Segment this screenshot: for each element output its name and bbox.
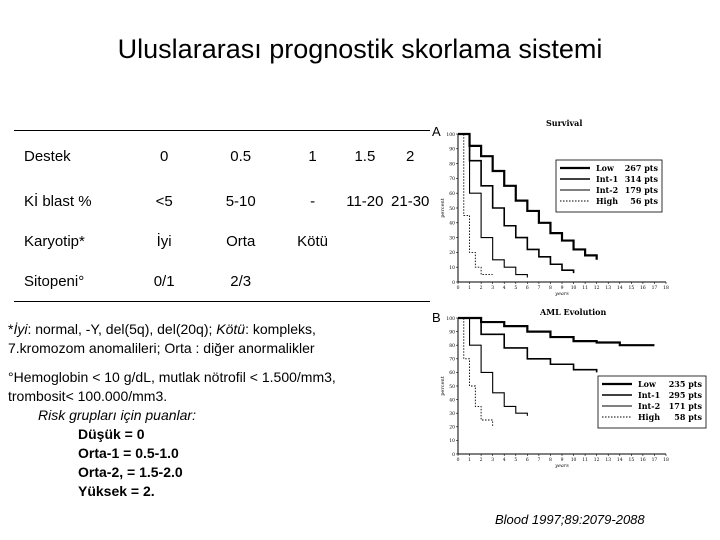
x-tick-label: 3 [491,286,495,291]
legend-count: 235 pts [668,379,702,389]
x-tick-label: 5 [514,286,518,291]
table-header-cell: 2 [390,131,430,182]
y-tick-label: 100 [446,316,455,322]
table-cell: 11-20 [346,192,384,210]
survival-chart [428,116,710,306]
y-tick-label: 40 [449,398,455,404]
x-tick-label: 10 [570,286,577,291]
table-cell: Kötü [297,232,329,250]
table-header-cell: Destek [14,131,133,182]
risk-group-int2: Orta-2, = 1.5-2.0 [78,464,183,480]
table-cell: Kİ blast % [24,192,92,210]
table-cell: <5 [155,192,173,210]
series-line-int-2 [458,318,527,416]
y-tick-label: 10 [449,266,455,271]
x-axis-label: years [555,291,569,297]
y-tick-label: 20 [449,425,455,431]
y-tick-label: 80 [449,344,455,349]
note-cytopenia: °Hemoglobin < 10 g/dL, mutlak nötrofil < 1.500/mm3, [8,369,336,385]
x-tick-label: 1 [468,458,471,463]
risk-group-int1: Orta-1 = 0.5-1.0 [78,445,179,461]
x-tick-label: 0 [456,458,460,463]
legend-count: 58 pts [674,412,702,422]
y-tick-label: 90 [449,330,455,336]
table-cell [390,221,430,261]
x-tick-label: 14 [616,286,623,291]
x-tick-label: 9 [560,286,564,291]
figure-a-letter: A [432,124,441,139]
table-cell [286,261,339,302]
table-cell [339,261,390,302]
note-karyotype [8,320,428,339]
page-title: Uluslararası prognostik skorlama sistemi [117,34,603,64]
y-tick-label: 60 [449,371,455,377]
table-cell: 5-10 [225,192,256,210]
table-row [14,221,430,261]
y-tick-label: 0 [452,452,455,458]
y-tick-label: 80 [449,162,455,168]
table-cell: - [310,192,316,210]
x-tick-label: 12 [593,458,600,463]
y-tick-label: 0 [452,280,455,286]
x-axis-label: years [555,463,569,469]
x-tick-label: 11 [582,286,588,291]
risk-title: Risk grupları için puanlar: [38,407,196,423]
legend-name: High [638,412,661,422]
x-tick-label: 15 [628,458,635,463]
note-bad-label: Kötü [216,321,246,337]
x-tick-label: 18 [663,458,669,463]
x-tick-label: 17 [651,458,658,463]
y-axis-label: percent [440,376,446,396]
table-header-cell: 1 [286,131,339,182]
note-good-text: : normal, -Y, del(5q), del(20q); [27,321,217,337]
risk-group-high: Yüksek = 2. [78,483,155,499]
table-cell [339,221,390,261]
y-axis-label: percent [440,198,446,218]
x-tick-label: 2 [479,286,483,291]
legend-count: 179 pts [624,185,658,195]
x-tick-label: 10 [570,458,577,463]
x-tick-label: 14 [616,458,623,463]
figure-b-letter: B [432,310,441,325]
x-tick-label: 6 [525,458,529,463]
legend-count: 56 pts [630,196,658,206]
table-cell [390,261,430,302]
x-tick-label: 17 [651,286,658,291]
x-tick-label: 13 [605,286,612,291]
reference-citation: Blood 1997;89:2079-2088 [495,512,645,527]
legend-count: 295 pts [668,390,702,400]
y-tick-label: 70 [449,357,455,363]
notes-block [8,320,428,501]
y-tick-label: 90 [449,147,455,153]
x-tick-label: 4 [502,286,506,291]
legend-name: High [596,196,619,206]
y-tick-label: 70 [449,177,455,183]
table-row [14,181,430,221]
x-tick-label: 16 [640,458,646,463]
y-tick-label: 30 [449,236,455,242]
legend-count: 267 pts [624,163,658,173]
x-tick-label: 16 [640,286,646,291]
note-marker: * [8,321,14,337]
legend-count: 314 pts [624,174,658,184]
x-tick-label: 5 [514,458,518,463]
x-tick-label: 7 [537,458,541,463]
note-bad-text: : kompleks, [245,321,316,337]
table-cell: 0/1 [133,261,196,302]
x-tick-label: 15 [628,286,635,291]
y-tick-label: 10 [449,439,455,445]
table-cell: Karyotip* [24,232,85,250]
table-header-cell: 0 [133,131,196,182]
risk-group-low: Düşük = 0 [78,426,145,442]
x-tick-label: 8 [549,286,552,291]
chart-title: Survival [546,118,583,128]
x-tick-label: 8 [549,458,552,463]
x-tick-label: 0 [456,286,460,291]
x-tick-label: 1 [468,286,471,291]
y-tick-label: 50 [449,384,455,390]
scoring-table [14,130,430,302]
legend-count: 171 pts [668,401,702,411]
x-tick-label: 18 [663,286,669,291]
series-line-high [458,134,493,275]
y-tick-label: 20 [449,251,455,257]
y-tick-label: 40 [449,221,455,227]
note-karyotype-cont: 7.kromozom anomalileri; Orta : diğer anormalikler [8,340,315,356]
legend-name: Int-2 [638,401,661,411]
y-tick-label: 50 [449,206,455,212]
table-cell: Sitopeni° [14,261,133,302]
aml-evolution-chart [428,306,710,476]
table-cell: İyi [156,232,172,250]
table-row [14,261,430,302]
x-tick-label: 4 [502,458,506,463]
y-tick-label: 60 [449,192,455,197]
table-cell: Orta [226,232,256,250]
y-tick-label: 100 [446,132,455,138]
legend-name: Int-1 [596,174,619,184]
x-tick-label: 11 [582,458,588,463]
table-cell: 2/3 [196,261,286,302]
x-tick-label: 7 [537,286,541,291]
legend-name: Low [596,163,614,173]
x-tick-label: 13 [605,458,612,463]
table-header-cell: 0.5 [196,131,286,182]
series-line-low [458,318,654,345]
legend-name: Int-1 [638,390,661,400]
x-tick-label: 2 [479,458,483,463]
note-good-label: İyi [13,321,28,337]
legend-name: Int-2 [596,185,619,195]
legend-name: Low [638,379,656,389]
chart-title: AML Evolution [540,307,607,317]
x-tick-label: 9 [560,458,564,463]
table-header-cell: 1.5 [339,131,390,182]
table-cell: 21-30 [391,192,430,210]
table-header-row [14,131,430,182]
x-tick-label: 12 [593,286,600,291]
note-cytopenia-cont: trombosit< 100.000/mm3. [8,388,168,404]
x-tick-label: 6 [525,286,529,291]
x-tick-label: 3 [491,458,495,463]
y-tick-label: 30 [449,412,455,417]
